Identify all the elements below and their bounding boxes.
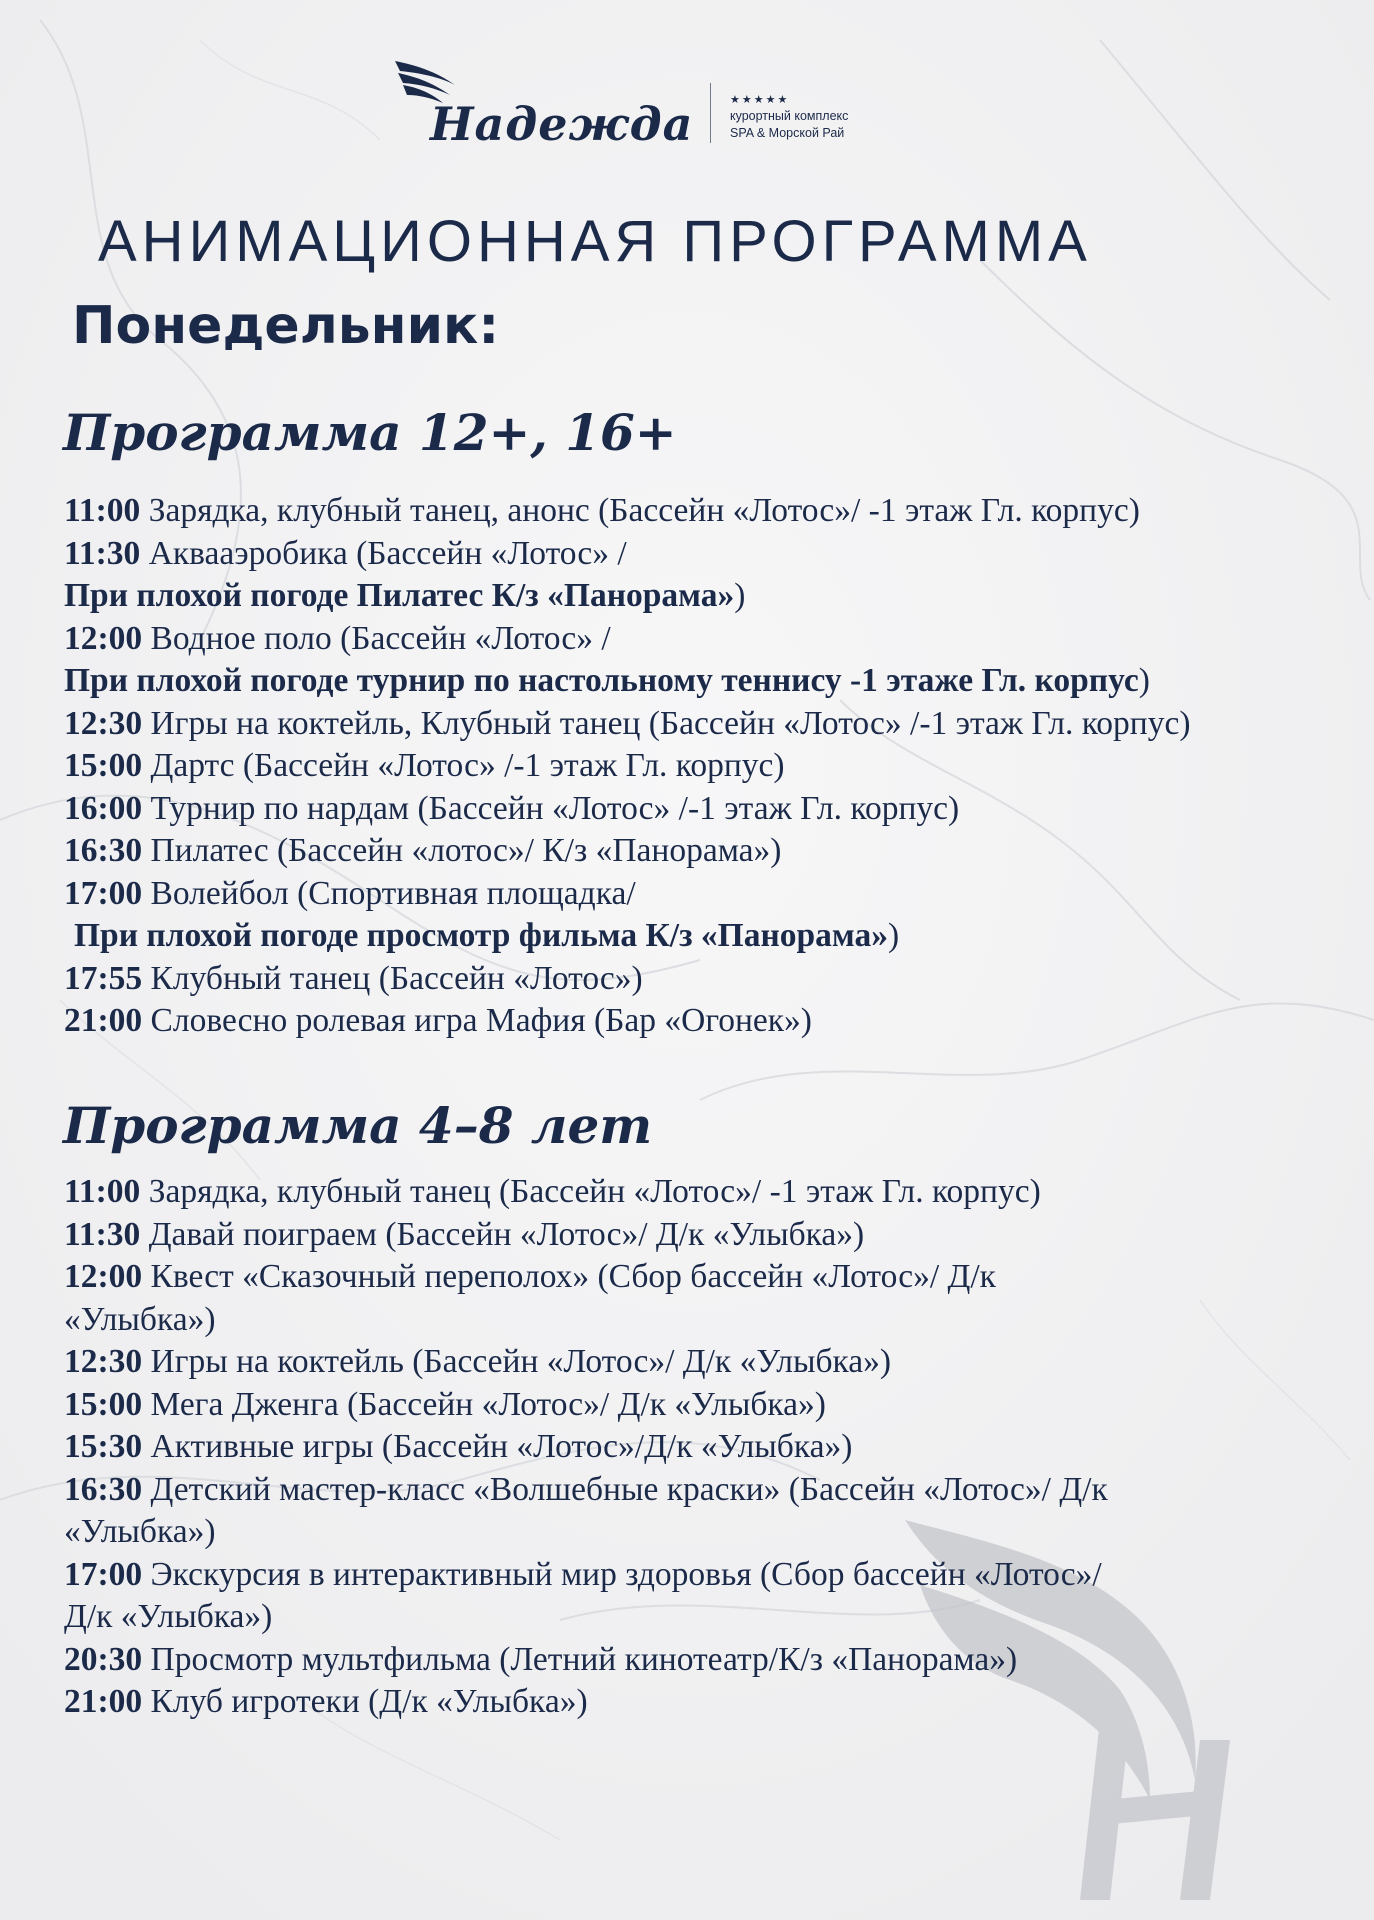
schedule-activity: Мега Дженга (Бассейн «Лотос»/ Д/к «Улыбка»)	[142, 1385, 826, 1423]
schedule-time: 17:00	[64, 1555, 143, 1593]
program-title-kids: Программа 4–8 лет	[63, 1096, 653, 1155]
schedule-activity: )	[888, 917, 900, 954]
schedule-activity: Зарядка, клубный танец, анонс (Бассейн «Лотос»/ -1 этаж Гл. корпус)	[140, 492, 1140, 529]
schedule-row	[64, 1384, 1324, 1427]
schedule-time: 21:00	[64, 1002, 143, 1039]
schedule-row	[64, 1171, 1324, 1214]
schedule-row	[64, 1596, 1324, 1639]
schedule-activity: Экскурсия в интерактивный мир здоровья (Сбор бассейн «Лотос»/	[142, 1555, 1102, 1593]
schedule-activity: )	[734, 577, 746, 614]
schedule-list-teens	[64, 490, 1324, 1043]
schedule-activity: «Улыбка»)	[64, 1300, 216, 1338]
schedule-row	[64, 1000, 1324, 1043]
schedule-activity: Зарядка, клубный танец (Бассейн «Лотос»/ -1 этаж Гл. корпус)	[140, 1173, 1041, 1210]
schedule-row	[64, 533, 1324, 576]
schedule-activity: Игры на коктейль, Клубный танец (Бассейн «Лотос» /-1 этаж Гл. корпус)	[142, 704, 1191, 742]
schedule-time: 12:00	[64, 1258, 143, 1295]
schedule-row	[64, 1639, 1324, 1682]
schedule-row	[64, 1426, 1324, 1469]
program-title-teens: Программа 12+, 16+	[63, 403, 677, 462]
schedule-activity: Словесно ролевая игра Мафия (Бар «Огонек»)	[142, 1002, 812, 1039]
schedule-activity: Дартс (Бассейн «Лотос» /-1 этаж Гл. корпус)	[142, 747, 785, 784]
schedule-time: 16:00	[64, 789, 143, 827]
schedule-activity: Клубный танец (Бассейн «Лотос»)	[142, 959, 643, 997]
schedule-time: 11:30	[64, 1215, 141, 1253]
schedule-row	[64, 660, 1324, 703]
page-title: АНИМАЦИОННАЯ ПРОГРАММА	[98, 209, 1092, 274]
schedule-time: 15:00	[64, 1385, 143, 1423]
logo-divider	[710, 83, 711, 143]
schedule-activity: «Улыбка»)	[64, 1513, 216, 1550]
schedule-row	[64, 1469, 1324, 1512]
schedule-activity: Активные игры (Бассейн «Лотос»/Д/к «Улыбка»)	[142, 1428, 853, 1465]
schedule-row	[64, 1511, 1324, 1554]
schedule-row	[64, 490, 1324, 533]
schedule-time: 16:30	[64, 832, 143, 869]
schedule-row	[64, 618, 1324, 661]
schedule-time: 15:00	[64, 747, 143, 784]
schedule-row	[64, 1299, 1324, 1342]
rating-stars: ★★★★★	[730, 93, 790, 106]
schedule-activity: Детский мастер-класс «Волшебные краски» (Бассейн «Лотос»/ Д/к	[142, 1470, 1108, 1508]
schedule-row	[64, 575, 1324, 618]
schedule-time: 21:00	[64, 1683, 143, 1720]
schedule-row	[64, 1554, 1324, 1597]
schedule-row	[64, 703, 1324, 746]
schedule-time: 17:00	[64, 874, 143, 912]
schedule-activity: Д/к «Улыбка»)	[64, 1598, 273, 1635]
schedule-time: 12:30	[64, 704, 143, 742]
schedule-row	[64, 1214, 1324, 1257]
bad-weather-note: При плохой погоде просмотр фильма К/з «Панорама»	[74, 917, 889, 954]
schedule-time: 20:30	[64, 1640, 143, 1678]
schedule-row	[64, 915, 1324, 958]
schedule-activity: Пилатес (Бассейн «лотос»/ К/з «Панорама»)	[142, 832, 782, 869]
schedule-row	[64, 788, 1324, 831]
day-heading: Понедельник:	[72, 296, 500, 356]
schedule-time: 15:30	[64, 1428, 143, 1465]
schedule-row	[64, 1341, 1324, 1384]
logo-wordmark: Надежда	[430, 97, 694, 151]
schedule-row	[64, 1256, 1324, 1299]
schedule-activity: Турнир по нардам (Бассейн «Лотос» /-1 этаж Гл. корпус)	[142, 789, 960, 827]
schedule-activity: Клуб игротеки (Д/к «Улыбка»)	[142, 1683, 588, 1720]
schedule-activity: Давай поиграем (Бассейн «Лотос»/ Д/к «Улыбка»)	[140, 1215, 865, 1253]
schedule-time: 11:00	[64, 1173, 141, 1210]
schedule-row	[64, 873, 1324, 916]
schedule-list-kids	[64, 1171, 1324, 1724]
schedule-time: 11:00	[64, 492, 141, 529]
logo-subtitle-line1: курортный комплекс	[730, 109, 849, 123]
schedule-row	[64, 958, 1324, 1001]
schedule-row	[64, 1681, 1324, 1724]
schedule-activity: Водное поло (Бассейн «Лотос» /	[142, 619, 611, 657]
bad-weather-note: При плохой погоде турнир по настольному теннису -1 этаже Гл. корпус	[64, 662, 1139, 699]
bad-weather-note: При плохой погоде Пилатес К/з «Панорама»	[64, 577, 735, 614]
schedule-activity: Просмотр мультфильма (Летний кинотеатр/К/з «Панорама»)	[142, 1640, 1018, 1678]
schedule-time: 11:30	[64, 534, 141, 572]
schedule-row	[64, 745, 1324, 788]
logo-subtitle-line2: SPA & Морской Рай	[730, 126, 845, 140]
schedule-time: 12:00	[64, 619, 143, 657]
schedule-activity: Волейбол (Спортивная площадка/	[142, 874, 636, 912]
hotel-logo	[395, 55, 875, 155]
schedule-row	[64, 830, 1324, 873]
schedule-time: 16:30	[64, 1470, 143, 1508]
schedule-time: 17:55	[64, 959, 143, 997]
schedule-activity: Аквааэробика (Бассейн «Лотос» /	[140, 534, 627, 572]
schedule-activity: )	[1138, 662, 1150, 699]
schedule-time: 12:30	[64, 1343, 143, 1380]
schedule-activity: Квест «Сказочный переполох» (Сбор бассейн «Лотос»/ Д/к	[142, 1258, 996, 1295]
schedule-activity: Игры на коктейль (Бассейн «Лотос»/ Д/к «Улыбка»)	[142, 1343, 892, 1380]
